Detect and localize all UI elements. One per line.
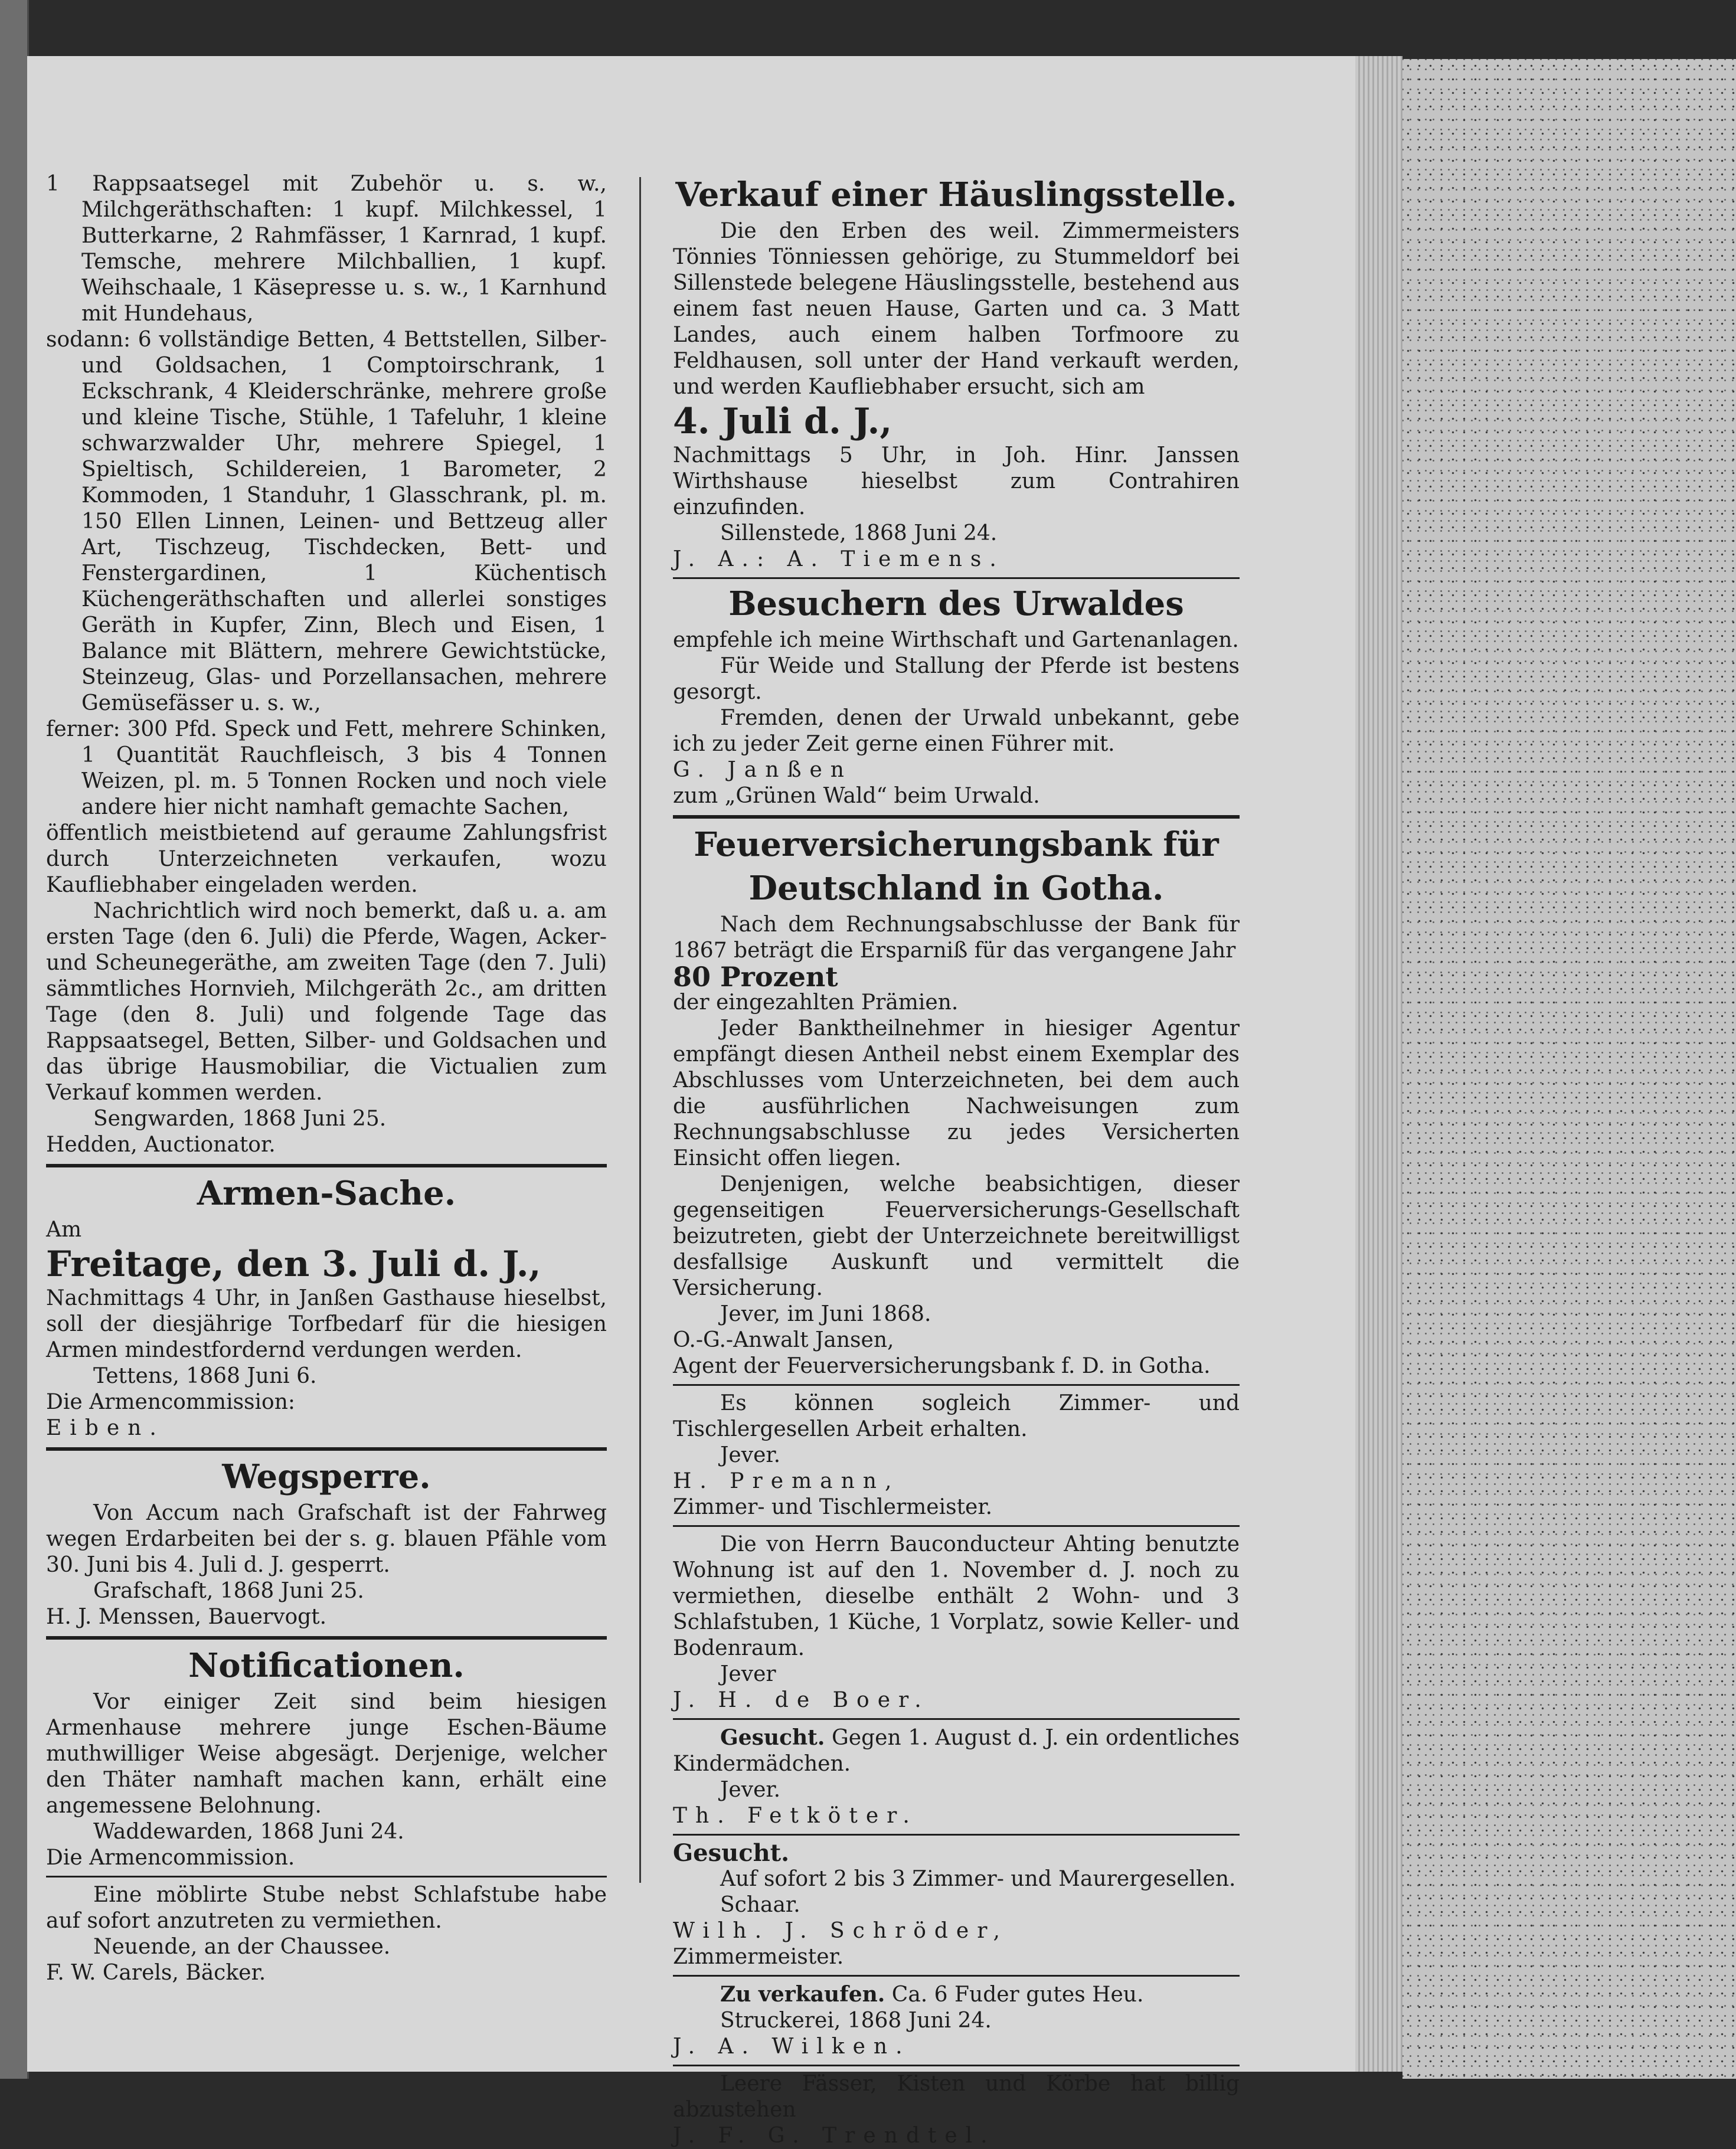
weg-body: Von Accum nach Grafschaft ist der Fahrweg wegen Erdarbeiten bei der s. g. blauen Pfähle vom 30. Juni bis 4. Juli d. J. gesperrt. [46,1501,607,1577]
notificationen-place: Waddewarden, 1868 Juni 24. [93,1820,404,1844]
weg-signature: H. J. Menssen, Bauervogt. [46,1605,327,1629]
page-left-edge [0,0,29,2079]
bank-p1: Nach dem Rechnungsabschlusse der Bank für 1867 beträgt die Ersparniß für das vergangene Jahr [673,912,1240,963]
bank-signature-line2: Agent der Feuerversicherungsbank f. D. in Gotha. [673,1354,1211,1378]
rule [673,1384,1240,1386]
stube-signature: F. W. Carels, Bäcker. [46,1961,266,1985]
verkaufen-signature: J. A. Wilken. [673,2034,911,2059]
armen-title: Armen-Sache. [197,1174,456,1213]
weg-place: Grafschaft, 1868 Juni 25. [93,1579,364,1603]
armen-sig1: Die Armencommission: [46,1390,296,1414]
bank-p3: Jeder Banktheilnehmer in hiesiger Agentur empfängt diesen Antheil nebst einem Exemplar des Abschlusses vom Unterzeichneten, bei dem auch die ausführlichen Nachweisungen zum Rechnungsabschlusse zu jedes Versicherten Einsicht offen liegen. [673,1016,1240,1170]
rule [673,1525,1240,1527]
urwald-p2: Für Weide und Stallung der Pferde ist bestens gesorgt. [673,654,1240,704]
notificationen-signature: Die Armencommission. [46,1846,295,1870]
haus-title: Verkauf einer Häuslingsstelle. [675,175,1237,214]
gesucht1-signature: Th. Fetköter. [673,1804,918,1828]
column-divider [639,177,641,1883]
right-column [673,171,1240,2149]
armen-body: Nachmittags 4 Uhr, in Janßen Gasthause hieselbst, soll der diesjährige Torfbedarf für die hiesigen Armen mindestfordernd verdungen werden. [46,1286,607,1362]
speckled-book-edge [1402,59,1736,2079]
auction-place-date: Sengwarden, 1868 Juni 25. [93,1107,387,1131]
rule [673,815,1240,819]
gesucht1-place: Jever. [720,1778,781,1802]
gesucht1-body: Gegen 1. August d. J. ein ordentliches Kindermädchen. [673,1726,1240,1776]
bank-title-line1: Feuerversicherungsbank für [694,825,1219,864]
left-column [46,171,607,1986]
haus-signature: J. A.: A. Tiemens. [673,547,1005,571]
verkaufen-place: Struckerei, 1868 Juni 24. [720,2009,992,2033]
rule [46,1636,607,1640]
auction-items-further: ferner: 300 Pfd. Speck und Fett, mehrere Schinken, 1 Quantität Rauchfleisch, 3 bis 4 Tonnen Weizen, pl. m. 5 Tonnen Rocken und noch viele andere hier nicht namhaft gemachte Sachen, [46,717,607,819]
verkaufen-label: Zu verkaufen. [720,1982,885,2007]
wohnung-signature: J. H. de Boer. [673,1688,930,1712]
rule [673,1718,1240,1720]
urwald-title: Besuchern des Urwaldes [728,584,1184,623]
stube-place: Neuende, an der Chaussee. [93,1935,391,1959]
stube-body: Eine möblirte Stube nebst Schlafstube habe auf sofort anzutreten zu vermiethen. [46,1883,607,1933]
gesucht2-signature: Wilh. J. Schröder, [673,1919,1008,1943]
verkaufen-body: Ca. 6 Fuder gutes Heu. [891,1983,1144,2007]
gesucht2-body: Auf sofort 2 bis 3 Zimmer- und Maurergesellen. [720,1867,1236,1891]
gesucht2-signature-line2: Zimmermeister. [673,1945,844,1969]
bank-p4: Denjenigen, welche beabsichtigen, dieser gegenseitigen Feuerversicherungs-Gesellschaft beizutreten, giebt der Unterzeichnete bereitwilligst desfallsige Auskunft und vermittelt die Versicherung. [673,1172,1240,1300]
auction-items-then: sodann: 6 vollständige Betten, 4 Bettstellen, Silber- und Goldsachen, 1 Comptoirschrank, 1 Eckschrank, 4 Kleiderschränke, mehrere große und kleine Tische, Stühle, 1 Tafeluhr, 1 kleine schwarzwalder Uhr, mehrere Spiegel, 1 Spieltisch, Schildereien, 1 Barometer, 2 Kommoden, 1 Standuhr, 1 Glasschrank, pl. m. 150 Ellen Linnen, Leinen- und Bettzeug aller Art, Tischzeug, Tischdecken, Bett- und Fenstergardinen, 1 Küchentisch Küchengeräthschaften und allerlei sonstiges Geräth in Kupfer, Zinn, Blech und Eisen, 1 Balance mit Blättern, mehrere Gewichtstücke, Steinzeug, Glas- und Porzellansachen, mehrere Gemüsefässer u. s. w., [46,328,607,715]
gesucht1-label: Gesucht. [720,1725,825,1750]
notificationen-title: Notificationen. [188,1646,465,1685]
auction-items: 1 Rappsaatsegel mit Zubehör u. s. w., Milchgeräthschaften: 1 kupf. Milchkessel, 1 Butterkarne, 2 Rahmfässer, 1 Karnrad, 1 kupf. Temsche, mehrere Milchballien, 1 kupf. Weihschaale, 1 Käsepresse u. s. w., 1 Karnhund mit Hundehaus, [46,172,607,326]
faesser-signature: J. F. G. Trendtel. [673,2124,996,2148]
notificationen-body: Vor einiger Zeit sind beim hiesigen Armenhause mehrere junge Eschen-Bäume muthwilliger Weise abgesägt. Derjenige, welcher den Thäter namhaft machen kann, erhält eine angemessene Belohnung. [46,1690,607,1818]
rule [673,577,1240,579]
armen-am: Am [46,1218,82,1242]
book-fore-edge [1355,56,1402,2072]
armen-sig2: Eiben. [46,1416,165,1440]
zimmer-signature: H. Premann, [673,1469,900,1493]
urwald-signature-line2: zum „Grünen Wald“ beim Urwald. [673,784,1040,808]
bank-title-line2: Deutschland in Gotha. [748,869,1164,908]
rule [46,1876,607,1877]
bank-signature: O.-G.-Anwalt Jansen, [673,1328,894,1352]
gesucht2-place: Schaar. [720,1893,800,1917]
haus-body2: Nachmittags 5 Uhr, in Joh. Hinr. Janssen Wirthshause hieselbst zum Contrahiren einzufinden. [673,443,1240,519]
rule [673,1975,1240,1977]
bank-p2: der eingezahlten Prämien. [673,990,959,1015]
rule [673,1834,1240,1836]
urwald-p1: empfehle ich meine Wirthschaft und Gartenanlagen. [673,628,1239,652]
armen-date: Freitage, den 3. Juli d. J., [46,1244,541,1285]
auction-note: Nachrichtlich wird noch bemerkt, daß u. a. am ersten Tage (den 6. Juli) die Pferde, Wagen, Acker- und Scheunegeräthe, am zweiten Tage (den 7. Juli) sämmtliches Hornvieh, Milchgeräth 2c., am dritten Tage (den 8. Juli) und folgende Tage das Rappsaatsegel, Betten, Silber- und Goldsachen und das übrige Hausmobiliar, die Victualien zum Verkauf kommen werden. [46,899,607,1105]
zimmer-place: Jever. [720,1443,781,1467]
zimmer-body: Es können sogleich Zimmer- und Tischlergesellen Arbeit erhalten. [673,1391,1240,1441]
rule [46,1164,607,1167]
urwald-signature: G. Janßen [673,758,852,782]
zimmer-signature-line2: Zimmer- und Tischlermeister. [673,1495,993,1519]
haus-place: Sillenstede, 1868 Juni 24. [720,521,998,545]
gesucht2-title: Gesucht. [673,1839,790,1867]
wohnung-place: Jever [720,1662,776,1686]
rule [46,1447,607,1451]
armen-place: Tettens, 1868 Juni 6. [93,1364,317,1388]
bank-percent: 80 Prozent [673,961,838,993]
haus-body: Die den Erben des weil. Zimmermeisters Tönnies Tönniessen gehörige, zu Stummeldorf bei Sillenstede belegene Häuslingsstelle, bestehend aus einem fast neuen Hause, Garten und ca. 3 Matt Landes, auch einem halben Torfmoore zu Feldhausen, soll unter der Hand verkauft werden, und werden Kaufliebhaber ersucht, sich am [673,219,1240,399]
urwald-p3: Fremden, denen der Urwald unbekannt, gebe ich zu jeder Zeit gerne einen Führer mit. [673,706,1240,756]
auction-terms: öffentlich meistbietend auf geraume Zahlungsfrist durch Unterzeichneten verkaufen, wozu Kaufliebhaber eingeladen werden. [46,821,607,897]
faesser-body: Leere Fässer, Kisten und Körbe hat billig abzustehen [673,2072,1240,2122]
weg-title: Wegsperre. [222,1457,431,1496]
rule [673,2065,1240,2066]
haus-date: 4. Juli d. J., [673,401,892,442]
auction-signature: Hedden, Auctionator. [46,1133,276,1157]
wohnung-body: Die von Herrn Bauconducteur Ahting benutzte Wohnung ist auf den 1. November d. J. noch zu vermiethen, dieselbe enthält 2 Wohn- und 3 Schlafstuben, 1 Küche, 1 Vorplatz, sowie Keller- und Bodenraum. [673,1532,1240,1660]
bank-place: Jever, im Juni 1868. [720,1302,931,1326]
